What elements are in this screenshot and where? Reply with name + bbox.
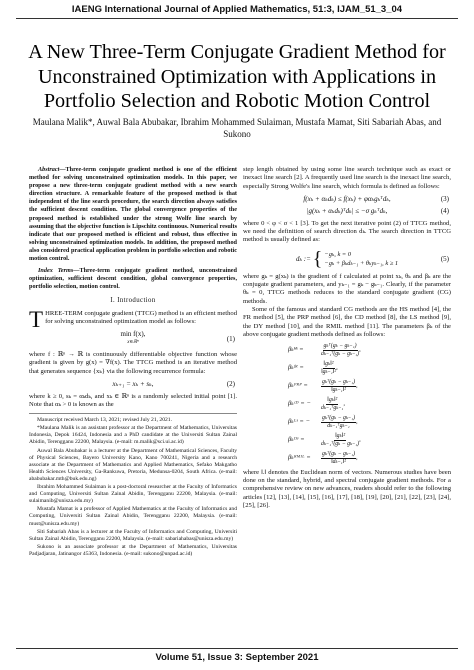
- beta-lhs: βₖᴾᴿᴾ =: [288, 381, 308, 389]
- beta-denominator: dₖ₋₁ᵀ(gₖ − gₖ₋₁): [321, 350, 360, 357]
- abstract-label: Abstract: [38, 166, 60, 173]
- right-paragraph-3: where gₖ = g(xₖ) is the gradient of f calculated at point xₖ, θₖ and βₖ are the conjugate gradient parameters, and yₖ₋₁ = gₖ − gₖ₋₁. Clearly, if the parameter θₖ = 0, TTCG methods reduces to the standard conjugate gradient (CG) methods.: [243, 272, 451, 305]
- footnote-manuscript: Manuscript received March 13, 2021; revised July 21, 2021.: [37, 417, 172, 424]
- beta-denominator: dₖ₋₁ᵀgₖ₋₁: [327, 422, 350, 429]
- beta-lhs: βₖᶠᴿ =: [288, 363, 304, 371]
- intro-paragraph-1: [29, 306, 237, 332]
- beta-numerator: gₖᵀ(gₖ − gₖ₋₁): [322, 378, 356, 385]
- equation-1-subscript: x∈ℝⁿ: [127, 339, 139, 345]
- beta-numerator: ‖gₖ‖²: [327, 396, 338, 403]
- header-rule: [16, 18, 458, 19]
- equation-3: [243, 195, 451, 203]
- beta-denominator: ‖dₖ₋₁‖²: [330, 458, 347, 465]
- right-paragraph-1: step length obtained by using some line search technique such as exact or inexact line search [2]. A frequently used line search is the inexact line search, especially Strong Wolfe's line search, which formula is defined as follows:: [243, 166, 451, 190]
- beta-numerator: gₖᵀ(gₖ − gₖ₋₁): [322, 450, 356, 457]
- beta-numerator: gₖᵀ(gₖ − gₖ₋₁): [323, 342, 357, 349]
- beta-formula: [288, 343, 451, 358]
- beta-fraction: [321, 379, 356, 394]
- beta-fraction: [321, 451, 356, 466]
- right-column: [243, 166, 451, 510]
- beta-fraction: [321, 343, 359, 358]
- beta-formula: [288, 379, 451, 394]
- beta-lhs: βₖᴰʸ =: [288, 435, 305, 443]
- equation-4: [243, 207, 451, 215]
- beta-numerator: gₖᵀ(gₖ − gₖ₋₁): [322, 414, 356, 421]
- footnote-author-6: Sukono is an associate professor at the Department of Mathematics, Universitas Padjadjaran, Jatinangor 45363, Indonesia. (e-mail: sukono@unpad.ac.id): [29, 543, 237, 557]
- beta-formula: [288, 415, 451, 430]
- beta-suffix: ,: [356, 417, 358, 425]
- equation-5-case-2: −gₖ + βₖdₖ₋₁ + θₖyₖ₋₁, k ≥ 1: [324, 259, 399, 267]
- beta-suffix: ,: [336, 363, 338, 371]
- beta-lhs: βₖᴸˢ = −: [288, 417, 310, 425]
- footer-rule: [16, 648, 458, 649]
- index-terms: [29, 267, 237, 291]
- footnotes: [29, 413, 237, 558]
- abstract: [29, 166, 237, 263]
- paper-title: A New Three-Term Conjugate Gradient Method for Unconstrained Optimization with Applications in Portfolio Selection and Robotic Motion Control: [28, 41, 446, 112]
- equation-5: [243, 249, 451, 269]
- beta-denominator: dₖ₋₁ᵀgₖ₋₁: [321, 404, 344, 411]
- beta-denominator: ‖gₖ₋₁‖²: [321, 368, 337, 375]
- intro-paragraph-1-text: HREE-TERM conjugate gradient (TTCG) method is an efficient method for solving unconstrained optimization model as follows:: [45, 309, 237, 326]
- journal-footer: Volume 51, Issue 3: September 2021: [155, 652, 319, 663]
- drop-cap: T: [29, 306, 44, 332]
- beta-fraction: [321, 415, 356, 430]
- footnote-author-1: *Maulana Malik is an assistant professor at the Department of Mathematics, Universitas Indonesia, Depok 16424, Indonesia and a PhD candidate at the Universiti Sultan Zainal Abidin, Terengganu 22200, Malaysia. (e-mail: m.malik@sci.ui.ac.id): [29, 425, 237, 446]
- equation-1-number: (1): [226, 334, 235, 343]
- beta-formula: [288, 451, 451, 466]
- beta-suffix: ,: [356, 453, 358, 461]
- index-terms-text: —Three-term conjugate gradient method, unconstrained optimization, sufficient descent condition, global convergence properties, portfolio selection, motion control.: [29, 267, 237, 291]
- left-column: [29, 166, 237, 559]
- intro-paragraph-2: where f : ℝⁿ → ℝ is continuously differentiable objective function whose gradient is given by g(x) = ∇f(x). The TTCG method is an iterative method that generates sequence {xₖ} via the following recurrence formula:: [29, 351, 237, 375]
- right-paragraph-2: where 0 < φ < σ < 1 [3]. To get the next iterative point (2) of TTCG method, we need the definition of search direction dₖ. The search direction in TTCG method is usually defined as:: [243, 219, 451, 244]
- beta-lhs: βₖᴿᴹᴵᴸ =: [288, 453, 311, 461]
- beta-lhs: βₖᴴˢ =: [288, 345, 304, 353]
- beta-suffix: ,: [343, 399, 346, 407]
- footnote-author-2: Auwal Bala Abubakar is a lecturer at the Department of Mathematical Sciences, Faculty of Physical Sciences, Bayero University Kano, Kano 700241, Nigeria and a research associate at the Department of Mathematics and Applied Mathematics, Sefako Makgatho Health Sciences University, Ga-Rankuwa, Pretoria, Medunsa-0204, South Africa. (e-mail: ababubakar.mth@buk.edu.ng): [29, 447, 237, 482]
- intro-paragraph-3: where k ≥ 0, sₖ = αₖdₖ, and xₖ ∈ ℝⁿ is a randomly selected initial point [1]. Note that αₖ > 0 is known as the: [29, 392, 237, 408]
- beta-denominator: ‖gₖ₋₁‖²: [330, 386, 347, 393]
- equation-3-number: (3): [440, 195, 449, 204]
- right-paragraph-5: where ‖.‖ denotes the Euclidean norm of vectors. Numerous studies have been done on the standard, hybrid, and spectral conjugate gradient methods. For a comprehensive review on new advances, readers should refer to the following articles [12], [13], [14], [15], [16], [17], [18], [19], [20], [21], [22], [23], [24], [25], [26].: [243, 468, 451, 509]
- beta-suffix: ,: [359, 345, 361, 353]
- equation-1: [29, 330, 237, 347]
- footnote-author-5: Siti Sabariah Abas is a lecturer at the Faculty of Informatics and Computing, Universiti Sultan Zainal Abidin, Terengganu 22200, Malaysia. (e-mail: sabariahabas@unisza.edu.my): [29, 528, 237, 542]
- beta-fraction: [321, 433, 359, 448]
- equation-5-lhs: dₖ :=: [295, 254, 311, 263]
- right-paragraph-4: Some of the famous and standard CG methods are the HS method [4], the FR method [5], the PRP method [6], the CD method [8], the LS method [9], the DY method [10], and the RMIL method [11]. The parameters βₖ of the above conjugate gradient methods defined as follows:: [243, 306, 451, 339]
- beta-suffix: ,: [356, 381, 358, 389]
- footnote-author-4: Mustafa Mamat is a professor of Applied Mathematics at the Faculty of Informatics and Computing, Universiti Sultan Zainal Abidin, Terengganu 22200, Malaysia. (e-mail: must@unisza.edu.my): [29, 506, 237, 527]
- beta-formulas: [243, 343, 451, 466]
- beta-fraction: [321, 361, 336, 376]
- equation-1-body: min f(x),: [120, 330, 146, 339]
- equation-4-number: (4): [440, 207, 449, 216]
- beta-denominator: dₖ₋₁ᵀ(gₖ − gₖ₋₁): [321, 440, 360, 447]
- beta-lhs: βₖᶜᴰ = −: [288, 399, 311, 407]
- footnote-author-3: Ibrahim Mohammed Sulaiman is a post-doctoral researcher at the Faculty of Informatics and Computing, Universiti Sultan Zainal Abidin, Terengganu 22200, Malaysia. (e-mail: sulaimanib@unisza.edu.my): [29, 484, 237, 505]
- equation-2-body: xₖ₊₁ = xₖ + sₖ,: [112, 380, 154, 389]
- beta-numerator: ‖gₖ‖²: [335, 432, 346, 439]
- abstract-text: —Three-term conjugate gradient method is one of the efficient method for solving unconstrained optimization models. In this paper, we propose a new three-term conjugate gradient method with a new search direction structure. A remarkable feature of the proposed method is that independent of the line search procedure, the search direction always satisfies the sufficient descent condition. The global convergence properties of the proposed method is established under the strong Wolfe line search by assuming that the objective function is Lipschitz continuous. Numerical results indicate that our proposed method is efficient and robust, thus effective in solving unconstrained optimization models. In addition, the proposed method also considered practical application problem in portfolio selection and robotic motion control.: [29, 166, 237, 263]
- index-terms-label: Index Terms: [38, 267, 74, 275]
- equation-4-body: |g(xₖ + αₖdₖ)ᵀdₖ| ≤ −σ gₖᵀdₖ,: [306, 207, 388, 216]
- beta-formula: [288, 433, 451, 448]
- equation-5-number: (5): [440, 254, 449, 263]
- equation-2-number: (2): [226, 380, 235, 389]
- author-list: Maulana Malik*, Auwal Bala Abubakar, Ibrahim Mohammed Sulaiman, Mustafa Mamat, Siti Sabariah Abas, and Sukono: [32, 117, 442, 139]
- equation-2: [29, 380, 237, 388]
- beta-fraction: [321, 396, 346, 412]
- journal-header: IAENG International Journal of Applied Mathematics, 51:3, IJAM_51_3_04: [71, 4, 403, 15]
- section-heading-introduction: I. Introduction: [110, 297, 156, 305]
- equation-5-case-1: −gₖ, k = 0: [324, 250, 351, 258]
- left-brace: {: [312, 247, 323, 270]
- beta-numerator: ‖gₖ‖²: [323, 360, 334, 367]
- beta-formula: [288, 397, 451, 412]
- beta-suffix: ,: [359, 435, 361, 443]
- equation-3-body: f(xₖ + αₖdₖ) ≤ f(xₖ) + φαₖgₖᵀdₖ,: [303, 195, 391, 204]
- beta-formula: [288, 361, 451, 376]
